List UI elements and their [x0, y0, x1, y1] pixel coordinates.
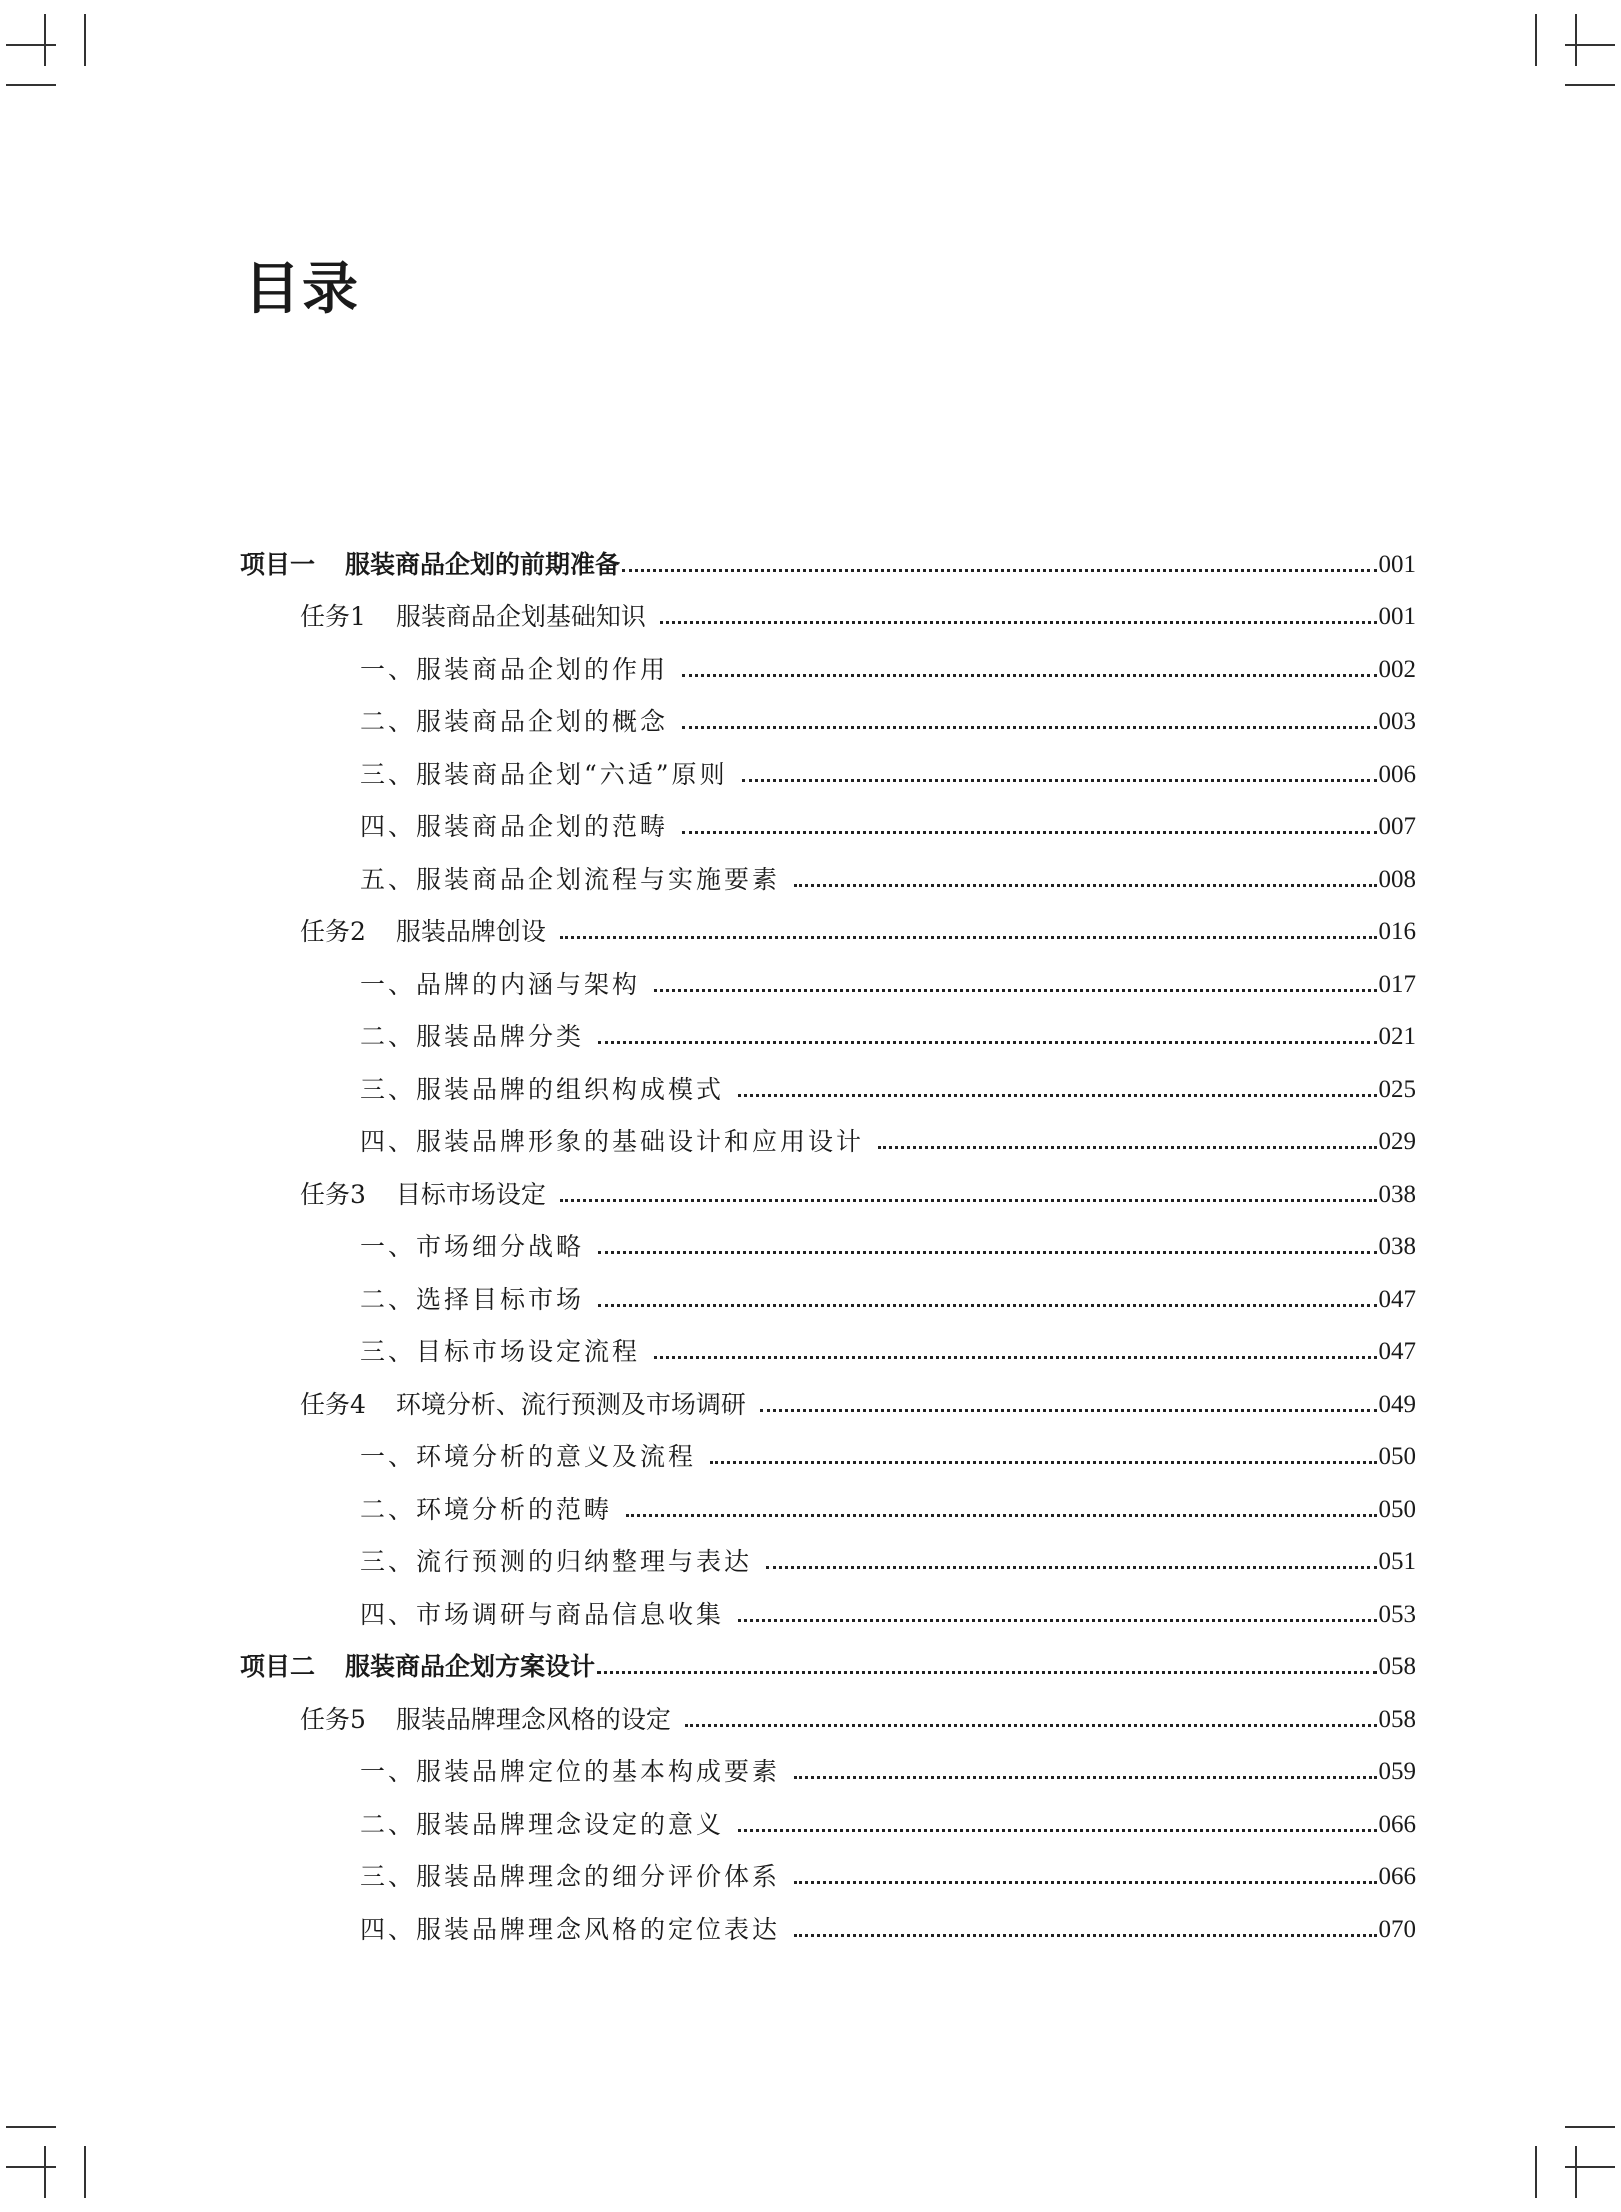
toc-entry-title: 服装品牌创设 — [395, 917, 546, 947]
dot-leader — [626, 1514, 1376, 1517]
toc-project-entry[interactable] — [240, 538, 1416, 591]
dot-leader — [794, 1776, 1376, 1779]
dot-leader — [598, 1041, 1376, 1044]
toc-entry-label: 任务2 — [300, 917, 366, 947]
toc-page-number: 017 — [1378, 970, 1416, 998]
toc-page-number: 047 — [1378, 1285, 1416, 1313]
toc-page-number: 007 — [1378, 813, 1416, 841]
toc-entry-title: 三、服装品牌理念的细分评价体系 — [360, 1862, 781, 1892]
toc-page-number: 016 — [1378, 918, 1416, 946]
toc-page-number: 051 — [1378, 1548, 1416, 1576]
dot-leader — [710, 1461, 1376, 1464]
toc-task-entry[interactable] — [240, 1168, 1416, 1221]
crop-mark — [1565, 2166, 1615, 2168]
dot-leader — [738, 1619, 1376, 1622]
dot-leader — [794, 1881, 1376, 1884]
toc-entry-title: 二、选择目标市场 — [360, 1284, 585, 1314]
toc-entry-title: 环境分析、流行预测及市场调研 — [395, 1389, 746, 1419]
toc-entry-label: 任务3 — [300, 1179, 366, 1209]
toc-entry-title: 目标市场设定 — [395, 1179, 546, 1209]
dot-leader — [738, 1094, 1376, 1097]
toc-section-entry[interactable] — [240, 1273, 1416, 1326]
dot-leader — [654, 1356, 1376, 1359]
toc-entry-title: 四、服装品牌理念风格的定位表达 — [360, 1914, 781, 1944]
crop-mark — [1565, 84, 1615, 86]
toc-page-number: 003 — [1378, 708, 1416, 736]
toc-entry-title: 二、环境分析的范畴 — [360, 1494, 613, 1524]
toc-section-entry[interactable] — [240, 1588, 1416, 1641]
toc-page-number: 066 — [1378, 1810, 1416, 1838]
toc-section-entry[interactable] — [240, 958, 1416, 1011]
toc-section-entry[interactable] — [240, 1011, 1416, 1064]
crop-mark — [1535, 2146, 1537, 2198]
toc-page-number: 058 — [1378, 1705, 1416, 1733]
toc-page-number: 038 — [1378, 1233, 1416, 1261]
toc-page-number: 038 — [1378, 1180, 1416, 1208]
dot-leader — [794, 1934, 1376, 1937]
dot-leader — [794, 884, 1376, 887]
crop-mark — [44, 2146, 46, 2198]
toc-page-number: 049 — [1378, 1390, 1416, 1418]
dot-leader — [742, 779, 1377, 782]
toc-section-entry[interactable] — [240, 643, 1416, 696]
toc-project-entry[interactable] — [240, 1641, 1416, 1694]
toc-entry-title: 二、服装品牌理念设定的意义 — [360, 1809, 725, 1839]
crop-mark — [1535, 14, 1537, 66]
crop-mark — [1565, 44, 1615, 46]
toc-section-entry[interactable] — [240, 1483, 1416, 1536]
toc-entry-title: 服装商品企划的前期准备 — [345, 549, 621, 579]
toc-task-entry[interactable] — [240, 591, 1416, 644]
dot-leader — [760, 1409, 1377, 1412]
toc-section-entry[interactable] — [240, 1536, 1416, 1589]
toc-page-number: 047 — [1378, 1338, 1416, 1366]
toc-section-entry[interactable] — [240, 1116, 1416, 1169]
toc-task-entry[interactable] — [240, 906, 1416, 959]
toc-entry-title: 三、流行预测的归纳整理与表达 — [360, 1547, 753, 1577]
dot-leader — [598, 1304, 1376, 1307]
crop-mark — [6, 44, 56, 46]
crop-mark — [44, 14, 46, 66]
toc-page-number: 066 — [1378, 1863, 1416, 1891]
crop-mark — [6, 84, 56, 86]
dot-leader — [560, 1199, 1377, 1202]
toc-page-number: 050 — [1378, 1495, 1416, 1523]
toc-entry-title: 服装商品企划基础知识 — [395, 602, 646, 632]
toc-page-number: 001 — [1378, 550, 1416, 578]
crop-mark — [6, 2126, 56, 2128]
toc-entry-label: 任务4 — [300, 1389, 366, 1419]
toc-entry-title: 五、服装商品企划流程与实施要素 — [360, 864, 781, 894]
toc-entry-title: 一、服装商品企划的作用 — [360, 654, 669, 684]
toc-section-entry[interactable] — [240, 1326, 1416, 1379]
toc-page-number: 059 — [1378, 1758, 1416, 1786]
toc-entry-title: 二、服装品牌分类 — [360, 1022, 585, 1052]
dot-leader — [622, 569, 1376, 572]
table-of-contents — [240, 538, 1416, 1956]
toc-entry-title: 一、市场细分战略 — [360, 1232, 585, 1262]
toc-section-entry[interactable] — [240, 1221, 1416, 1274]
dot-leader — [878, 1146, 1376, 1149]
crop-mark — [1575, 14, 1577, 66]
toc-task-entry[interactable] — [240, 1378, 1416, 1431]
crop-mark — [1575, 2146, 1577, 2198]
toc-entry-title: 四、服装商品企划的范畴 — [360, 812, 669, 842]
toc-section-entry[interactable] — [240, 696, 1416, 749]
dot-leader — [766, 1566, 1376, 1569]
toc-page-number: 029 — [1378, 1128, 1416, 1156]
toc-entry-title: 一、品牌的内涵与架构 — [360, 969, 641, 999]
toc-section-entry[interactable] — [240, 1851, 1416, 1904]
crop-mark — [84, 14, 86, 66]
toc-page-number: 002 — [1378, 655, 1416, 683]
toc-entry-title: 四、市场调研与商品信息收集 — [360, 1599, 725, 1629]
page-title: 目录 — [244, 257, 360, 322]
toc-page-number: 050 — [1378, 1443, 1416, 1471]
toc-entry-label: 项目一 — [240, 549, 316, 579]
toc-page-number: 001 — [1378, 603, 1416, 631]
toc-section-entry[interactable] — [240, 1903, 1416, 1956]
toc-entry-title: 四、服装品牌形象的基础设计和应用设计 — [360, 1127, 865, 1157]
toc-entry-title: 服装品牌理念风格的设定 — [395, 1704, 671, 1734]
dot-leader — [682, 831, 1376, 834]
dot-leader — [560, 936, 1377, 939]
toc-section-entry[interactable] — [240, 801, 1416, 854]
dot-leader — [682, 726, 1376, 729]
dot-leader — [738, 1829, 1376, 1832]
toc-entry-title: 一、环境分析的意义及流程 — [360, 1442, 697, 1472]
toc-section-entry[interactable] — [240, 748, 1416, 801]
toc-entry-title: 三、目标市场设定流程 — [360, 1337, 641, 1367]
dot-leader — [597, 1671, 1376, 1674]
toc-entry-label: 任务1 — [300, 602, 366, 632]
toc-entry-label: 任务5 — [300, 1704, 366, 1734]
dot-leader — [685, 1724, 1377, 1727]
toc-entry-title: 服装商品企划方案设计 — [345, 1652, 596, 1682]
crop-mark — [84, 2146, 86, 2198]
toc-entry-title: 一、服装品牌定位的基本构成要素 — [360, 1757, 781, 1787]
toc-section-entry[interactable] — [240, 1798, 1416, 1851]
toc-entry-title: 二、服装商品企划的概念 — [360, 707, 669, 737]
toc-page-number: 070 — [1378, 1915, 1416, 1943]
toc-page-number: 025 — [1378, 1075, 1416, 1103]
dot-leader — [660, 621, 1377, 624]
toc-entry-title: 三、服装商品企划“六适”原则 — [360, 759, 728, 789]
crop-mark — [6, 2166, 56, 2168]
toc-section-entry[interactable] — [240, 1746, 1416, 1799]
crop-mark — [1565, 2126, 1615, 2128]
toc-page-number: 058 — [1378, 1653, 1416, 1681]
toc-entry-label: 项目二 — [240, 1652, 316, 1682]
dot-leader — [654, 989, 1376, 992]
toc-task-entry[interactable] — [240, 1693, 1416, 1746]
toc-entry-title: 三、服装品牌的组织构成模式 — [360, 1074, 725, 1104]
toc-page-number: 021 — [1378, 1023, 1416, 1051]
toc-page-number: 053 — [1378, 1600, 1416, 1628]
dot-leader — [598, 1251, 1376, 1254]
toc-section-entry[interactable] — [240, 853, 1416, 906]
dot-leader — [682, 674, 1376, 677]
toc-section-entry[interactable] — [240, 1063, 1416, 1116]
toc-page-number: 006 — [1378, 760, 1416, 788]
toc-section-entry[interactable] — [240, 1431, 1416, 1484]
toc-page-number: 008 — [1378, 865, 1416, 893]
